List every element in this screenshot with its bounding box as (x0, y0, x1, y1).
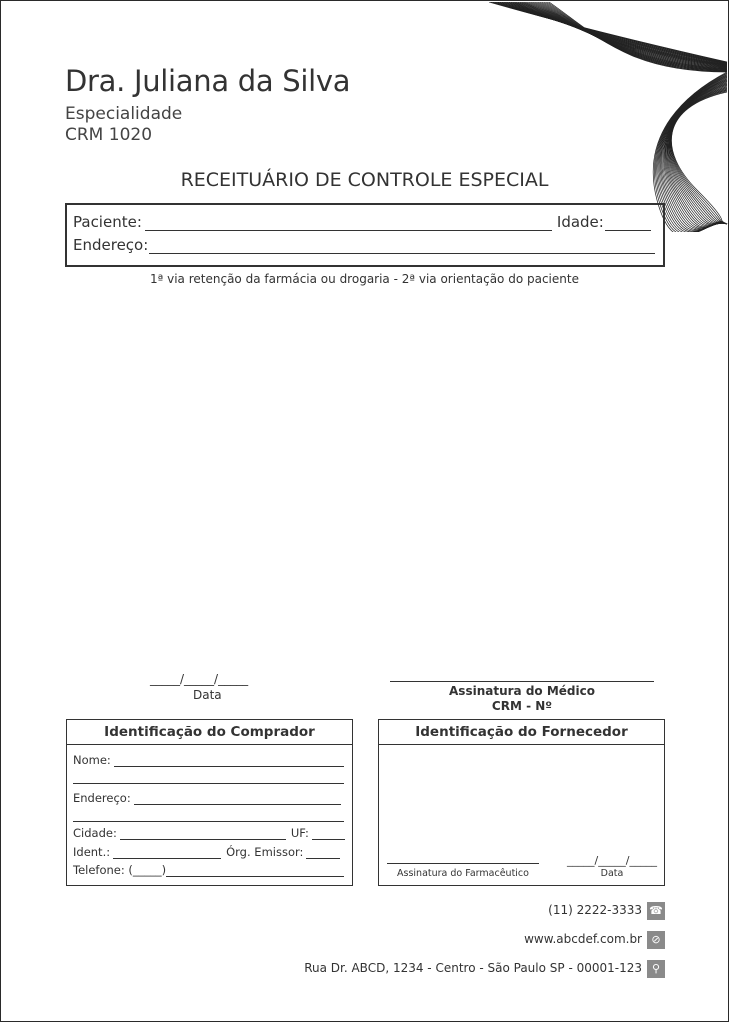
patient-label: Paciente: (73, 213, 142, 231)
pharmacist-signature-line[interactable] (387, 863, 539, 864)
address-label: Endereço: (73, 236, 149, 254)
phone-icon: ☎ (647, 902, 665, 920)
doctor-specialty: Especialidade (65, 104, 183, 124)
buyer-uf-label: UF: (290, 826, 309, 840)
buyer-ident-field[interactable] (113, 846, 221, 859)
buyer-address-field[interactable] (134, 792, 341, 805)
contact-address: Rua Dr. ABCD, 1234 - Centro - São Paulo SP - 00001-123 (304, 961, 642, 975)
age-label: Idade: (556, 213, 604, 231)
buyer-city-row (73, 826, 345, 840)
buyer-ident-row (73, 845, 340, 859)
pharmacist-signature-label: Assinatura do Farmacêutico (397, 868, 529, 879)
patient-field[interactable] (145, 214, 552, 231)
buyer-phone-field[interactable] (166, 864, 344, 877)
buyer-box (66, 719, 353, 886)
buyer-issuer-field[interactable] (306, 846, 340, 859)
buyer-phone-label: Telefone: (_____) (73, 863, 167, 877)
wave-line (665, 82, 727, 227)
patient-row (73, 213, 651, 231)
buyer-city-field[interactable] (120, 827, 286, 840)
age-field[interactable] (605, 214, 651, 231)
address-row (73, 236, 655, 254)
buyer-address-extra-line[interactable] (73, 821, 344, 822)
buyer-address-row (73, 791, 341, 805)
buyer-uf-field[interactable] (312, 827, 345, 840)
buyer-phone-row (73, 863, 344, 877)
doctor-crm: CRM 1020 (65, 125, 153, 145)
buyer-name-row (73, 753, 344, 767)
date-label: Data (193, 688, 222, 702)
globe-icon: ⊘ (647, 931, 665, 949)
buyer-issuer-label: Órg. Emissor: (226, 845, 304, 859)
supplier-box (378, 719, 665, 886)
patient-box (65, 203, 665, 267)
form-title: RECEITUÁRIO DE CONTROLE ESPECIAL (180, 169, 549, 191)
doctor-signature-label: Assinatura do Médico (449, 684, 595, 698)
buyer-title: Identificação do Comprador (67, 720, 352, 745)
address-field[interactable] (149, 237, 655, 254)
decorative-waves (489, 2, 729, 232)
buyer-name-label: Nome: (73, 753, 111, 767)
doctor-name: Dra. Juliana da Silva (65, 64, 351, 98)
contact-website[interactable]: www.abcdef.com.br (524, 932, 642, 946)
date-blank[interactable]: _____/_____/_____ (150, 672, 249, 686)
buyer-name-extra-line[interactable] (73, 783, 344, 784)
buyer-ident-label: Ident.: (73, 845, 111, 859)
buyer-name-field[interactable] (114, 754, 344, 767)
doctor-signature-line[interactable] (390, 681, 654, 682)
supplier-date-label: Data (600, 868, 624, 879)
buyer-address-label: Endereço: (73, 791, 131, 805)
wave-line (667, 84, 727, 225)
buyer-city-label: Cidade: (73, 826, 117, 840)
via-note: 1ª via retenção da farmácia ou drogaria - 2ª via orientação do paciente (150, 272, 579, 286)
crm-number-label: CRM - Nº (491, 699, 553, 713)
location-pin-icon: ⚲ (647, 960, 665, 978)
contact-phone: (11) 2222-3333 (548, 903, 642, 917)
supplier-title: Identificação do Fornecedor (379, 720, 664, 745)
supplier-date-blank[interactable]: _____/_____/_____ (567, 854, 657, 867)
